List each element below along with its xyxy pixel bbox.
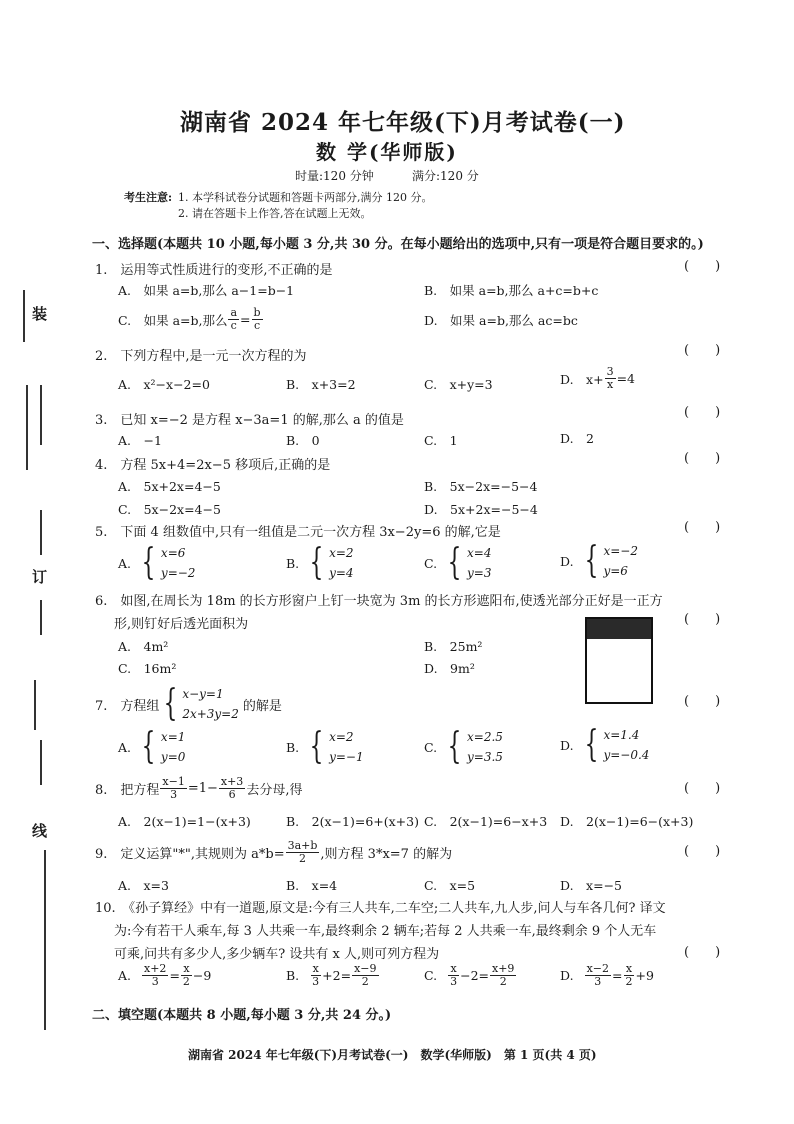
- notice-line-2: 2. 请在答题卡上作答,答在试题上无效。: [178, 207, 372, 220]
- binding-char-zhuang: 装: [32, 305, 48, 323]
- page-title: 湖南省 2024 年七年级(下)月考试卷(一): [180, 109, 626, 136]
- option-b: B. { x=2 y=4: [286, 542, 354, 583]
- option-d: D. x=−5: [560, 878, 622, 893]
- option-a: A. x=3: [118, 878, 169, 893]
- notice-label: 考生注意:: [124, 191, 173, 204]
- option-c: C. x+y=3: [424, 377, 493, 392]
- binding-line: [26, 385, 28, 470]
- option-d: D. 2(x−1)=6−(x+3): [560, 814, 694, 829]
- binding-line: [23, 290, 25, 342]
- answer-blank: ( ): [684, 405, 721, 420]
- option-d: D. 2: [560, 431, 595, 446]
- question-stem: 6. 如图,在周长为 18m 的长方形窗户上钉一块宽为 3m 的长方形遮阳布,使透光部分正好是一正方: [95, 594, 663, 609]
- answer-blank: ( ): [684, 343, 721, 358]
- sunshade-cloth: [587, 619, 651, 639]
- option-b: B. 2(x−1)=6+(x+3): [286, 814, 419, 829]
- option-d: D. { x=1.4 y=−0.4: [560, 724, 650, 765]
- section-heading: 二、填空题(本题共 8 小题,每小题 3 分,共 24 分。): [92, 1008, 392, 1023]
- option-b: B. 如果 a=b,那么 a+c=b+c: [424, 283, 599, 298]
- brace: {: [584, 724, 598, 765]
- option-c: C. x=5: [424, 878, 476, 893]
- option-c: C. 2(x−1)=6−x+3: [424, 814, 548, 829]
- answer-blank: ( ): [684, 259, 721, 274]
- section-heading: 一、选择题(本题共 10 小题,每小题 3 分,共 30 分。在每小题给出的选项中,只有一项是符合题目要求的。): [92, 237, 704, 252]
- question-stem: 5. 下面 4 组数值中,只有一组值是二元一次方程 3x−2y=6 的解,它是: [95, 525, 501, 540]
- answer-blank: ( ): [684, 612, 721, 627]
- fraction: $\frac{x+3}{6}$: [220, 775, 244, 801]
- option-c: C. { x=2.5 y=3.5: [424, 726, 503, 767]
- binding-line: [40, 740, 42, 785]
- option-c: C. 如果 a=b,那么 $\frac{a}{c}$ = $\frac{b}{c}$: [118, 306, 261, 332]
- brace: {: [309, 542, 324, 583]
- binding-line: [40, 510, 42, 555]
- binding-line: [34, 680, 36, 730]
- brace: {: [309, 726, 324, 767]
- question-stem: 1. 运用等式性质进行的变形,不正确的是: [95, 263, 333, 278]
- option-c: C. $\frac{x}{3}$ −2= $\frac{x+9}{2}$: [424, 962, 515, 988]
- option-a: A. 如果 a=b,那么 a−1=b−1: [118, 283, 295, 298]
- option-d: D. x+ $\frac{3}{x}$ =4: [560, 365, 636, 391]
- answer-blank: ( ): [684, 781, 721, 796]
- option-b: B. x+3=2: [286, 377, 356, 392]
- answer-blank: ( ): [684, 520, 721, 535]
- question-stem: 8. 把方程 $\frac{x-1}{3}$ =1− $\frac{x+3}{6}$ 去分母,得: [95, 775, 303, 801]
- answer-blank: ( ): [684, 451, 721, 466]
- option-b: B. 25m²: [424, 639, 483, 654]
- option-c: C. { x=4 y=3: [424, 542, 492, 583]
- question-stem: 2. 下列方程中,是一元一次方程的为: [95, 349, 307, 364]
- option-a: A. { x=1 y=0: [118, 726, 186, 767]
- fraction: $\frac{x-2}{3}$: [586, 962, 609, 988]
- option-c: C. 1: [424, 433, 458, 448]
- question-stem: 10. 《孙子算经》中有一道题,原文是:今有三人共车,二车空;二人共车,九人步,问人与车各几何? 译文: [95, 901, 666, 916]
- option-b: B. x=4: [286, 878, 338, 893]
- question-stem: 4. 方程 5x+4=2x−5 移项后,正确的是: [95, 458, 331, 473]
- fraction: $\frac{b}{c}$: [253, 306, 261, 332]
- option-a: A. 5x+2x=4−5: [118, 479, 221, 494]
- answer-blank: ( ): [684, 694, 721, 709]
- option-c: C. 16m²: [118, 661, 177, 676]
- fraction: $\frac{x-1}{3}$: [162, 775, 185, 801]
- fraction: $\frac{x+2}{3}$: [144, 962, 167, 988]
- binding-line: [40, 600, 42, 635]
- option-a: A. x²−x−2=0: [118, 377, 210, 392]
- question-stem-continued: 为:今有若干人乘车,每 3 人共乘一车,最终剩余 2 辆车;若每 2 人共乘一车,最终剩余 9 个人无车: [114, 924, 657, 939]
- time-limit: 时量:120 分钟: [295, 169, 374, 183]
- option-a: A. $\frac{x+2}{3}$ = $\frac{x}{2}$ −9: [118, 962, 212, 988]
- fraction: $\frac{3a+b}{2}$: [287, 839, 318, 865]
- option-d: D. 9m²: [424, 661, 475, 676]
- fraction: $\frac{x}{2}$: [182, 962, 190, 988]
- question-stem: 3. 已知 x=−2 是方程 x−3a=1 的解,那么 a 的值是: [95, 413, 404, 428]
- fraction: $\frac{x}{3}$: [312, 962, 320, 988]
- answer-blank: ( ): [684, 844, 721, 859]
- page-footer: 湖南省 2024 年七年级(下)月考试卷(一) 数学(华师版) 第 1 页(共 4 页): [188, 1048, 597, 1062]
- option-b: B. 5x−2x=−5−4: [424, 479, 538, 494]
- option-b: B. { x=2 y=−1: [286, 726, 364, 767]
- option-d: D. 5x+2x=−5−4: [424, 502, 538, 517]
- question-stem-continued: 可乘,问共有多少人,多少辆车? 设共有 x 人,则可列方程为: [114, 947, 440, 962]
- binding-char-xian: 线: [32, 822, 48, 840]
- option-a: A. { x=6 y=−2: [118, 542, 196, 583]
- fraction: $\frac{x}{2}$: [625, 962, 633, 988]
- brace: {: [141, 542, 156, 583]
- question-stem: 9. 定义运算"*",其规则为 a*b= $\frac{3a+b}{2}$ ,则方程 3*x=7 的解为: [95, 839, 453, 865]
- option-b: B. $\frac{x}{3}$ +2= $\frac{x-9}{2}$: [286, 962, 377, 988]
- notice-line-1: 1. 本学科试卷分试题和答题卡两部分,满分 120 分。: [178, 191, 433, 204]
- option-c: C. 5x−2x=4−5: [118, 502, 221, 517]
- binding-char-ding: 订: [32, 568, 48, 586]
- brace: {: [141, 726, 156, 767]
- option-a: A. −1: [118, 433, 162, 448]
- fraction: $\frac{x}{3}$: [450, 962, 458, 988]
- option-d: D. 如果 a=b,那么 ac=bc: [424, 313, 578, 328]
- brace: {: [447, 542, 462, 583]
- option-d: D. $\frac{x-2}{3}$ = $\frac{x}{2}$ +9: [560, 962, 654, 988]
- fraction: $\frac{a}{c}$: [230, 306, 238, 332]
- question-stem: 7. 方程组 { x−y=1 2x+3y=2 的解是: [95, 683, 282, 724]
- option-a: A. 4m²: [118, 639, 169, 654]
- brace: {: [584, 540, 598, 581]
- option-a: A. 2(x−1)=1−(x+3): [118, 814, 251, 829]
- option-text: C. 如果 a=b,那么: [118, 312, 228, 328]
- question-stem-continued: 形,则钉好后透光面积为: [114, 617, 249, 632]
- full-score: 满分:120 分: [412, 169, 479, 183]
- fraction: $\frac{3}{x}$: [606, 365, 614, 391]
- option-b: B. 0: [286, 433, 320, 448]
- option-d: D. { x=−2 y=6: [560, 540, 638, 581]
- binding-line: [40, 385, 42, 445]
- answer-blank: ( ): [684, 945, 721, 960]
- brace: {: [447, 726, 462, 767]
- binding-line: [44, 850, 46, 1030]
- fraction: $\frac{x+9}{2}$: [492, 962, 515, 988]
- brace: {: [163, 683, 178, 724]
- window-diagram: [585, 617, 653, 704]
- page-subtitle: 数 学(华师版): [316, 140, 458, 164]
- fraction: $\frac{x-9}{2}$: [354, 962, 377, 988]
